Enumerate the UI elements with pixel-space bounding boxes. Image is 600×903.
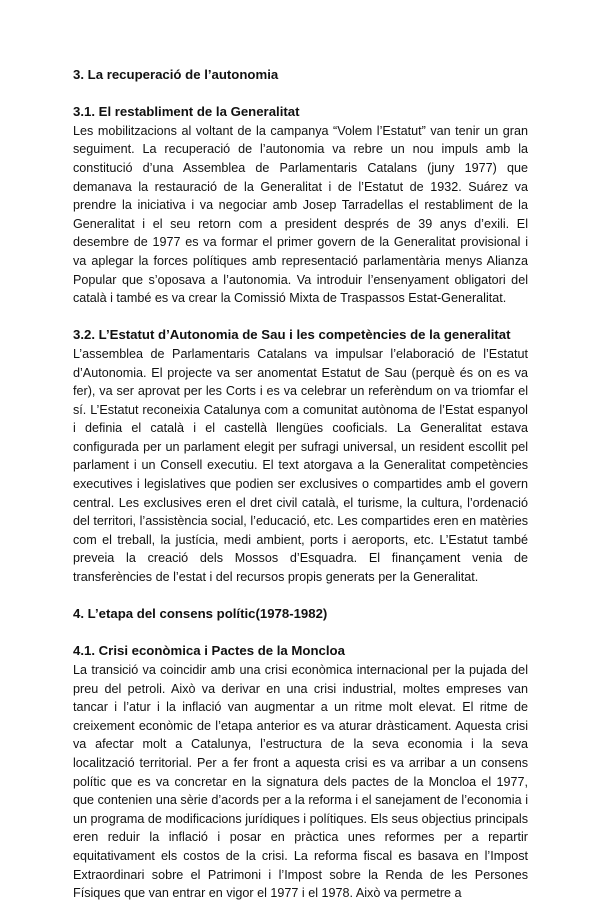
section-heading: 3. La recuperació de l’autonomia [73,67,279,82]
subsection-heading: 4.1. Crisi econòmica i Pactes de la Moncloa [73,643,345,659]
paragraph: Les mobilitzacions al voltant de la campanya “Volem l’Estatut” van tenir un gran seguiment. La recuperació de l’autonomia va rebre un nou impuls amb la constitució d’una Assemblea de Parlamentaris Catalans (juny 1977) que demanava la restauració de la Generalitat i de l’Estatut de 1932. Suárez va prendre la iniciativa i va negociar amb Josep Tarradellas el restabliment de la Generalitat i el seu retorn com a president després de 39 anys d’exili. El desembre de 1977 es va formar el primer govern de la Generalitat provisional i va aplegar la forces polítiques amb representació parlamentària menys Alianza Popular que s’oposava a l’autonomia. Va introduir l’ensenyament obligatori del català i també es va crear la Comissió Mixta de Traspassos Estat-Generalitat. [73,123,528,306]
paragraph: La transició va coincidir amb una crisi econòmica internacional per la pujada del preu del petroli. Això va derivar en una crisi industrial, moltes empreses van tancar i l’atur i la inflació van augmentar a un ritme molt elevat. El ritme de creixement econòmic de l’etapa anterior es va aturar dràsticament. Aquesta crisi va afectar molt a Catalunya, l’estructura de la seva economia i la seva localització territorial. Per a fer front a aquesta crisi es va arribar a un consens polític que es va concretar en la signatura dels pactes de la Moncloa el 1977, que contenien una sèrie d’acords per a la reforma i el sanejament de l’economia i un programa de modificacions jurídiques i polítiques. Els seus objectius principals eren reduir la inflació i posar en pràctica unes reformes per a repartir equitativament els costos de la crisi. La reforma fiscal es basava en l’Impost Extraordinari sobre el Patrimoni i l’Impost sobre la Renda de les Persones Físiques que van entrar en vigor el 1977 i el 1978. Això va permetre a [73,663,529,901]
subsection-heading: 3.1. El restabliment de la Generalitat [73,104,300,120]
subsection-heading: 3.2. L’Estatut d’Autonomia de Sau i les competències de la generalitat [73,327,511,343]
section-heading: 4. L’etapa del consens polític(1978-1982) [73,606,328,622]
paragraph: L’assemblea de Parlamentaris Catalans va impulsar l’elaboració de l’Estatut d’Autonomia. El projecte va ser anomentat Estatut de Sau (perquè és on es va fer), va ser aprovat per les Corts i es va celebrar un referèndum on va triomfar el sí. L’Estatut reconeixia Catalunya com a comunitat autònoma de l’Estat espanyol i definia el català i el castellà llengües cooficials. La Generalitat estava configurada per un parlament elegit per sufragi universal, un resident escollit pel parlament i un Consell executiu. El text atorgava a la Generalitat competències executives i legislatives que podien ser exclusives o compartides amb el govern central. Les exclusives eren el dret civil català, el turisme, la cultura, l’ordenació del territori, l’assistència social, l’educació, etc. Les compartides eren en matèries com el treball, la justícia, medi ambient, ports i aeroports, etc. L’Estatut també preveia la creació dels Mossos d’Esquadra. El finançament venia de transferències de l’estat i del recursos propis generats per la Generalitat. [73,346,528,585]
